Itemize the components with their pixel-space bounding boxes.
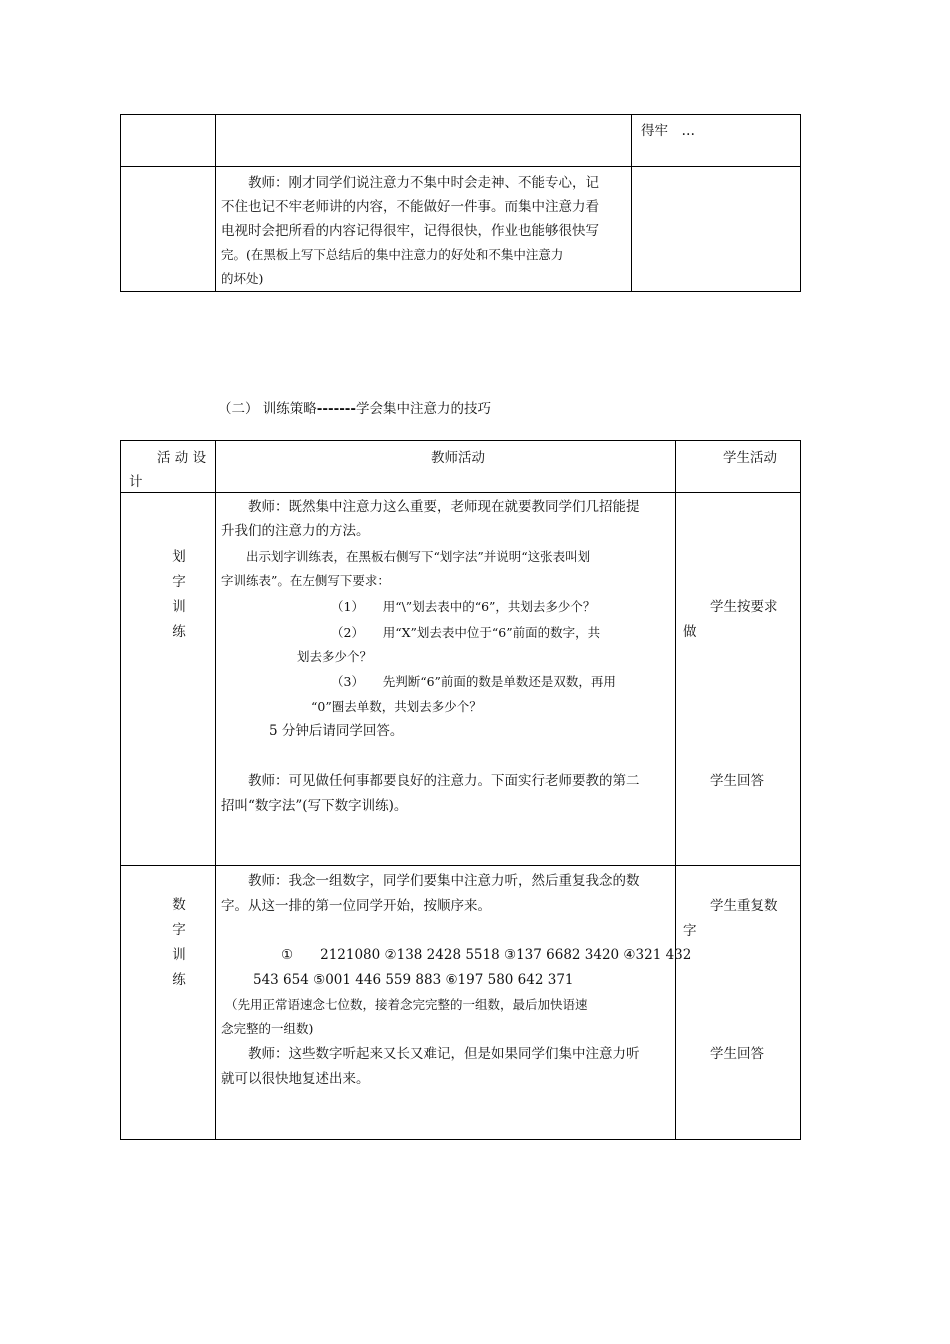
row1-teacher-line-2: 升我们的注意力的方法。 [221, 523, 370, 539]
row1-teacher-line-12: 招叫“数字法”(写下数字训练)。 [221, 798, 408, 814]
row2-student-response-1-cont: 字 [683, 923, 697, 939]
row1-label-char-4: 练 [172, 624, 186, 640]
table1-teacher-line-3: 电视时会把所看的内容记得很牢，记得很快，作业也能够很快写 [221, 223, 599, 239]
table1-teacher-line-1: 教师：刚才同学们说注意力不集中时会走神、不能专心，记 [221, 175, 599, 191]
row1-label-char-2: 字 [172, 574, 186, 590]
row1-label-stroke-training [169, 545, 189, 645]
training-strategy-table [120, 440, 801, 1140]
row1-student-response-2: 学生回答 [683, 773, 764, 789]
row1-label-char-1: 划 [172, 549, 186, 565]
row1-label-char-3: 训 [172, 599, 186, 615]
table1-teacher-line-4: 完。(在黑板上写下总结后的集中注意力的好处和不集中注意力 [221, 247, 564, 262]
row1-teacher-line-8: （3） 先判断“6”前面的数是单数还是双数，再用 [331, 674, 616, 689]
row1-teacher-line-9: “0”圈去单数，共划去多少个？ [311, 699, 482, 714]
row1-student-response-1: 学生按要求 [683, 599, 778, 615]
header-teacher-activity: 教师活动 [431, 450, 485, 466]
section-heading [218, 397, 491, 417]
section-heading-prefix: （二） 训练策略 [218, 401, 317, 417]
row1-teacher-line-6: （2） 用“X”划去表中位于“6”前面的数字，共 [331, 625, 601, 640]
row2-label-char-4: 练 [172, 972, 186, 988]
row1-teacher-line-3: 出示划字训练表，在黑板右侧写下“划字法”并说明“这张表叫划 [221, 549, 591, 564]
row2-label-char-2: 字 [172, 922, 186, 938]
row2-student-response-1: 学生重复数 [683, 898, 778, 914]
row1-teacher-line-11: 教师：可见做任何事都要良好的注意力。下面实行老师要教的第二 [221, 773, 640, 789]
row1-teacher-line-4: 字训练表”。在左侧写下要求： [221, 573, 390, 588]
row2-label-digit-training [169, 893, 189, 993]
row2-teacher-line-4: 543 654 ⑤001 446 559 883 ⑥197 580 642 371 [253, 972, 574, 988]
row1-teacher-line-5: （1） 用“\”划去表中的“6”，共划去多少个？ [331, 599, 596, 614]
section-heading-dashes: ------- [316, 401, 357, 417]
section-heading-suffix: 学会集中注意力的技巧 [356, 401, 492, 417]
table1-right-cell-text: 得牢 … [641, 123, 695, 139]
header-activity-design-line1: 活 动 设 [157, 450, 207, 466]
row2-teacher-line-2: 字。从这一排的第一位同学开始，按顺序来。 [221, 898, 491, 914]
row1-student-response-1-cont: 做 [683, 624, 697, 640]
table1-teacher-line-2: 不住也记不牢老师讲的内容，不能做好一件事。而集中注意力看 [221, 199, 599, 215]
header-student-activity: 学生活动 [723, 450, 777, 466]
row2-teacher-line-7: 教师：这些数字听起来又长又难记，但是如果同学们集中注意力听 [221, 1046, 640, 1062]
row2-label-char-3: 训 [172, 947, 186, 963]
row2-teacher-line-8: 就可以很快地复述出来。 [221, 1071, 370, 1087]
row2-label-char-1: 数 [172, 897, 186, 913]
row2-student-response-2: 学生回答 [683, 1046, 764, 1062]
row2-teacher-line-5: （先用正常语速念七位数，接着念完完整的一组数，最后加快语速 [225, 997, 588, 1012]
row2-teacher-line-6: 念完整的一组数) [221, 1021, 314, 1036]
table1-teacher-line-5: 的坏处) [221, 271, 264, 286]
row1-teacher-line-1: 教师：既然集中注意力这么重要，老师现在就要教同学们几招能提 [221, 499, 640, 515]
row2-teacher-line-3: ① 2121080 ②138 2428 5518 ③137 6682 3420 ④321 432 [281, 947, 692, 963]
row2-teacher-line-1: 教师：我念一组数字，同学们要集中注意力听，然后重复我念的数 [221, 873, 640, 889]
header-activity-design-line2: 计 [129, 474, 143, 490]
continuation-table [120, 114, 801, 292]
row1-teacher-line-10: 5 分钟后请同学回答。 [269, 723, 404, 739]
row1-teacher-line-7: 划去多少个？ [297, 649, 373, 664]
